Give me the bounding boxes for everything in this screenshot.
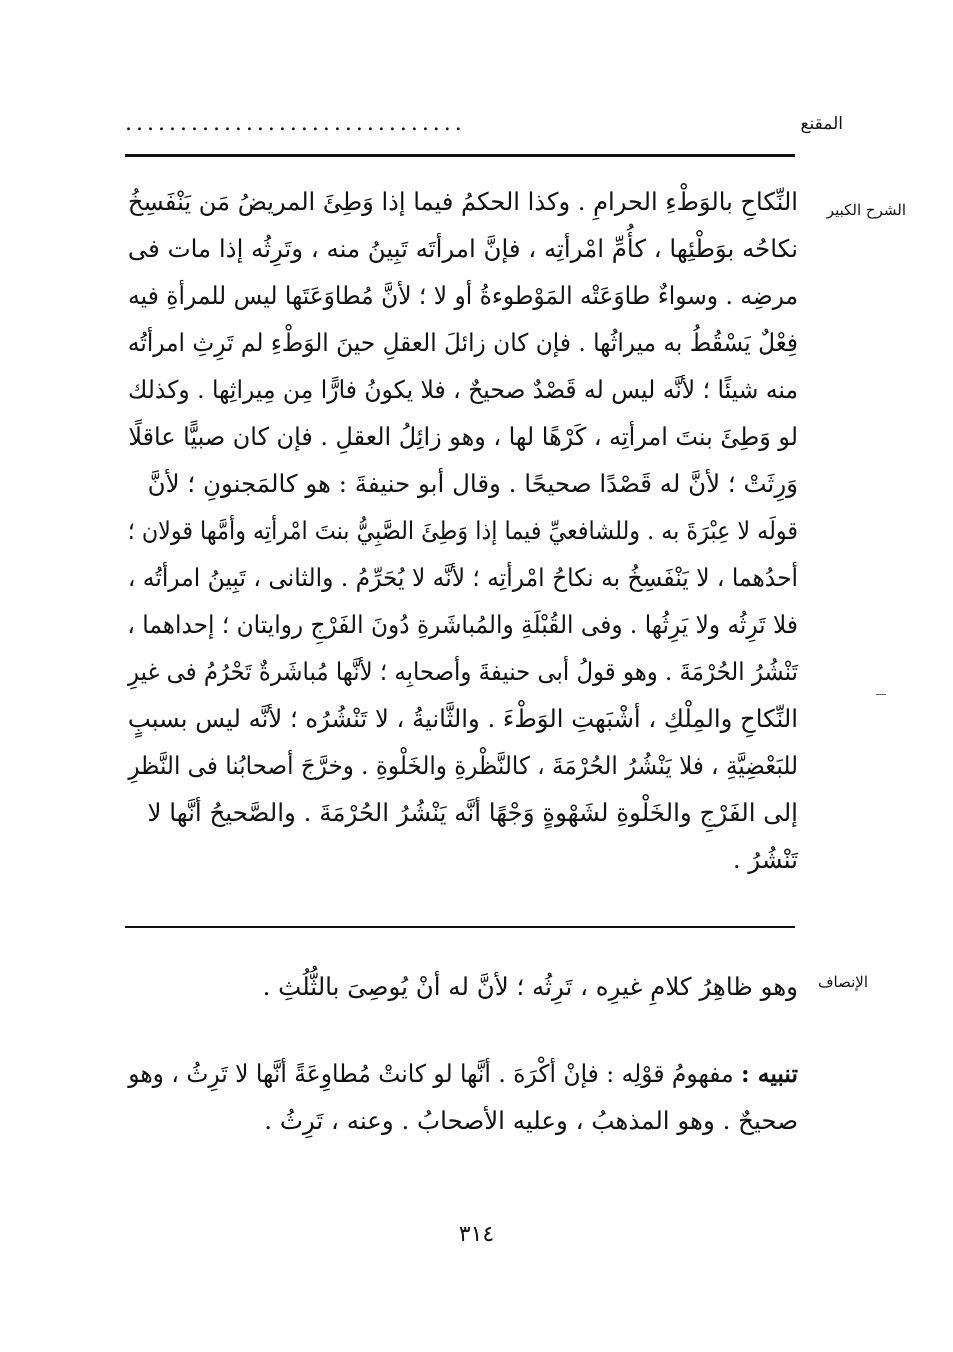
text-line: فِعْلٌ يَسْقُطُ به ميراثُها . فإن كان زائلَ العقلِ حينَ الوَطْءِ لم تَرِثِ امرأتُه	[127, 328, 799, 357]
text-line: نكاحُه بوَطْئِها ، كأُمِّ امْرأتِه ، فإنَّ امرأتَه تَبِينُ منه ، وتَرِثُه إذا مات فى	[127, 234, 799, 263]
section-divider	[125, 926, 795, 928]
text-line: لو وَطِئَ بنتَ امرأتِه ، كَرْهًا لها ، وهو زائِلُ العقلِ . فإن كان صبيًّا عاقلًا	[128, 422, 798, 451]
page-number: ٣١٤	[458, 1222, 495, 1247]
text-line: وهو ظاهِرُ كلامِ غيرِه ، تَرِثُه ؛ لأنَّ له أنْ يُوصِىَ بالثُّلُثِ .	[262, 972, 798, 1001]
text-line: للبَعْضِيَّةِ ، فلا يَنْشُرُ الحُرْمَةَ ، كالنَّظْرةِ والخَلْوةِ . وخرَّجَ أصحابُنا فى النَّظرِ	[128, 751, 799, 780]
text-line: النِّكاحِ بالوَطْءِ الحرامِ . وكذا الحكمُ فيما إذا وَطِئَ المريضُ مَن يَنْفَسِخُ	[127, 187, 798, 216]
text-line	[128, 1050, 798, 1097]
sharh-text-block	[128, 178, 798, 883]
text-line: مرضِه . وسواءٌ طاوَعَتْه المَوْطوءةُ أو لا ؛ لأنَّ مُطاوَعَتَها ليس للمرأةِ فيه	[128, 281, 799, 310]
text-line: فلا تَرِثُه ولا يَرِثُها . وفى القُبْلَةِ والمُباشَرةِ دُونَ الفَرْجِ روايتان ؛ إحداهما ،	[127, 610, 798, 639]
text-line: تَنْشُرُ .	[732, 845, 798, 874]
section-label-insaf: الإنصاف	[817, 973, 868, 991]
section-label-sharh: الشرح الكبير	[826, 201, 906, 219]
insaf-text-block	[128, 963, 798, 1010]
text-line: تَنْشُرُ الحُرْمَةَ . وهو قولُ أبى حنيفةَ وأصحابِه ؛ لأنَّها مُباشَرةٌ تَحْرُمُ فى غيرِ	[128, 657, 798, 686]
text-line: إلى الفَرْجِ والخَلْوةِ لشَهْوةٍ وَجْهًا أنَّه يَنْشُرُ الحُرْمَةَ . والصَّحيحُ أنَّها لا	[147, 798, 798, 827]
text-line: أحدُهما ، لا يَنْفَسِخُ به نكاحُ امْرأتِه ؛ لأنَّه لا يُحَرِّمُ . والثانى ، تَبِينُ امرأتُه ،	[127, 563, 798, 592]
margin-mark	[876, 694, 886, 695]
header-rule	[125, 154, 795, 157]
tanbih-label: تنبيه :	[741, 1059, 798, 1088]
header-dotted-leader: ...............................	[125, 112, 466, 136]
text-line: منه شيئًا ؛ لأنَّه ليس له قَصْدٌ صحيحٌ ، فلا يكونُ فارًّا مِن مِيراثِها . وكذلك	[128, 375, 798, 404]
text-line: قولَه لا عِبْرَةَ به . وللشافعيِّ فيما إذا وَطِئَ الصَّبِيُّ بنتَ امْرأتِه وأمَّها قولان ؛	[127, 516, 798, 545]
text-line: وَرِثَتْ ؛ لأنَّ له قَصْدًا صحيحًا . وقال أبو حنيفةَ : هو كالمَجنونِ ؛ لأنَّ	[147, 469, 798, 498]
tanbih-block	[128, 1050, 798, 1144]
book-title: المقنع	[800, 114, 843, 134]
text-line: النِّكاحِ والمِلْكِ ، أشْبَهتِ الوَطْءَ . والثَّانيةُ ، لا تَنْشُرُه ؛ لأنَّه ليس بسببٍ	[127, 704, 799, 733]
tanbih-text: مفهومُ قوْلِه : فإنْ أكْرَهَ . أنَّها لو كانتْ مُطاوِعَةً أنَّها لا تَرِثُ ، وهو	[128, 1059, 734, 1088]
text-line: صحيحٌ . وهو المذهبُ ، وعليه الأصحابُ . وعنه ، تَرِثُ .	[264, 1106, 798, 1135]
